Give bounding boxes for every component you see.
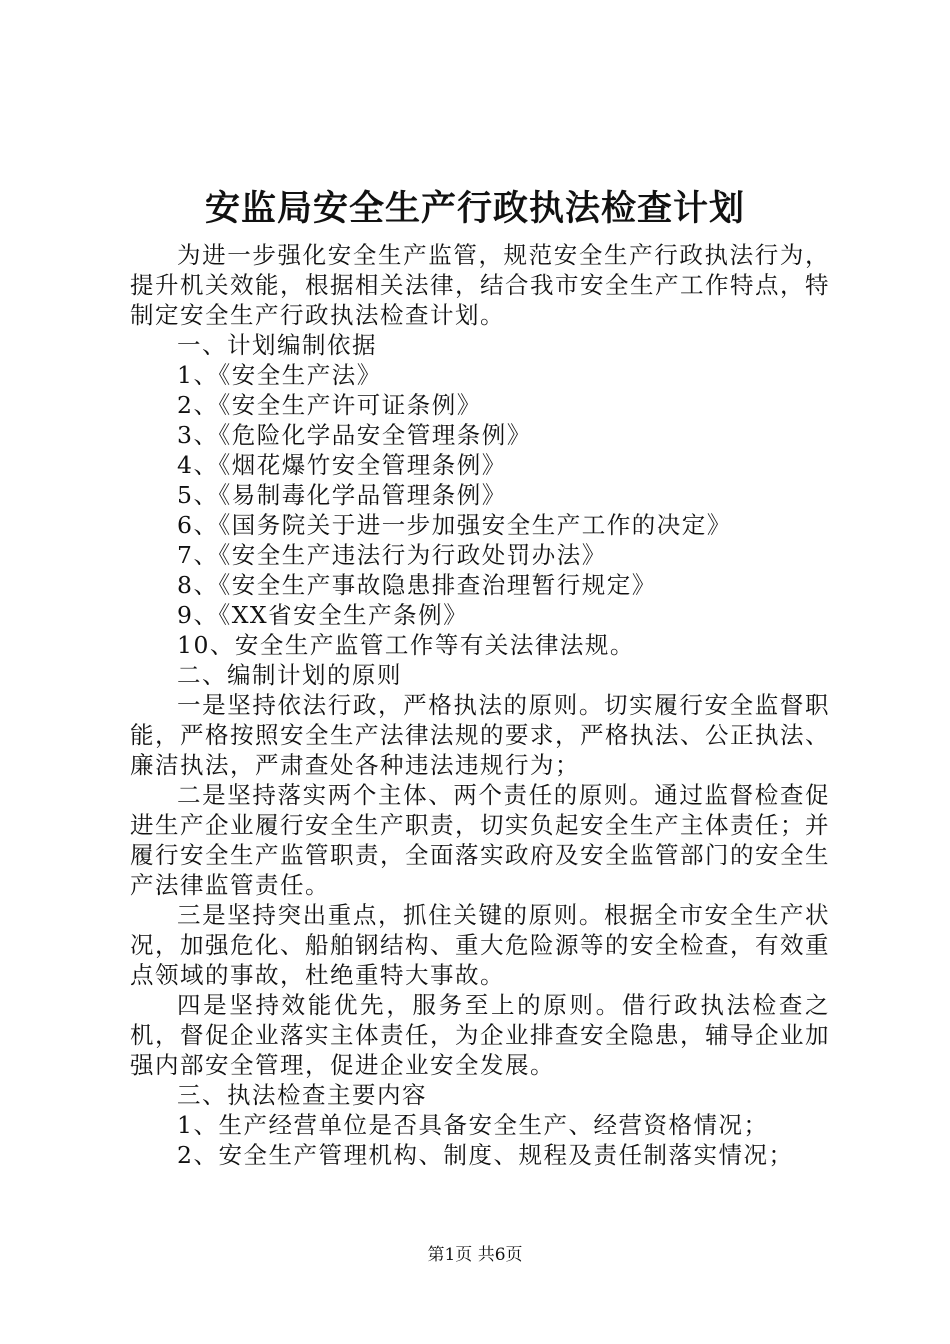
basis-item: 8、《安全生产事故隐患排查治理暂行规定》 bbox=[177, 571, 657, 599]
basis-item: 4、《烟花爆竹安全管理条例》 bbox=[177, 451, 507, 479]
content-item: 2、安全生产管理机构、制度、规程及责任制落实情况； bbox=[177, 1141, 794, 1169]
basis-item: 6、《国务院关于进一步加强安全生产工作的决定》 bbox=[177, 511, 732, 539]
basis-item: 10、安全生产监管工作等有关法律法规。 bbox=[177, 631, 635, 659]
principle-paragraph: 四是坚持效能优先，服务至上的原则。借行政执法检查之机，督促企业落实主体责任，为企业排查安全隐患，辅导企业加强内部安全管理，促进企业安全发展。 bbox=[130, 991, 830, 1079]
section-heading-principles: 二、编制计划的原则 bbox=[177, 661, 402, 689]
document-body bbox=[130, 240, 830, 1170]
page-footer: 第1页 共6页 bbox=[427, 1245, 523, 1265]
principle-paragraph: 二是坚持落实两个主体、两个责任的原则。通过监督检查促进生产企业履行安全生产职责，切实负起安全生产主体责任；并履行安全生产监管职责，全面落实政府及安全监管部门的安全生产法律监管责任。 bbox=[130, 781, 830, 899]
section-heading-basis: 一、计划编制依据 bbox=[177, 331, 377, 359]
content-item: 1、生产经营单位是否具备安全生产、经营资格情况； bbox=[177, 1111, 769, 1139]
document-title: 安监局安全生产行政执法检查计划 bbox=[204, 188, 745, 229]
section-heading-content: 三、执法检查主要内容 bbox=[177, 1081, 427, 1109]
basis-item: 7、《安全生产违法行为行政处罚办法》 bbox=[177, 541, 607, 569]
principle-paragraph: 三是坚持突出重点，抓住关键的原则。根据全市安全生产状况，加强危化、船舶钢结构、重大危险源等的安全检查，有效重点领域的事故，杜绝重特大事故。 bbox=[130, 901, 830, 989]
principle-paragraph: 一是坚持依法行政，严格执法的原则。切实履行安全监督职能，严格按照安全生产法律法规的要求，严格执法、公正执法、廉洁执法，严肃查处各种违法违规行为； bbox=[130, 691, 830, 779]
basis-item: 5、《易制毒化学品管理条例》 bbox=[177, 481, 507, 509]
basis-item: 9、《XX省安全生产条例》 bbox=[177, 601, 469, 629]
basis-item: 1、《安全生产法》 bbox=[177, 361, 382, 389]
basis-item: 2、《安全生产许可证条例》 bbox=[177, 391, 482, 419]
basis-item: 3、《危险化学品安全管理条例》 bbox=[177, 421, 532, 449]
intro-paragraph: 为进一步强化安全生产监管，规范安全生产行政执法行为，提升机关效能，根据相关法律，结合我市安全生产工作特点，特制定安全生产行政执法检查计划。 bbox=[130, 241, 830, 329]
